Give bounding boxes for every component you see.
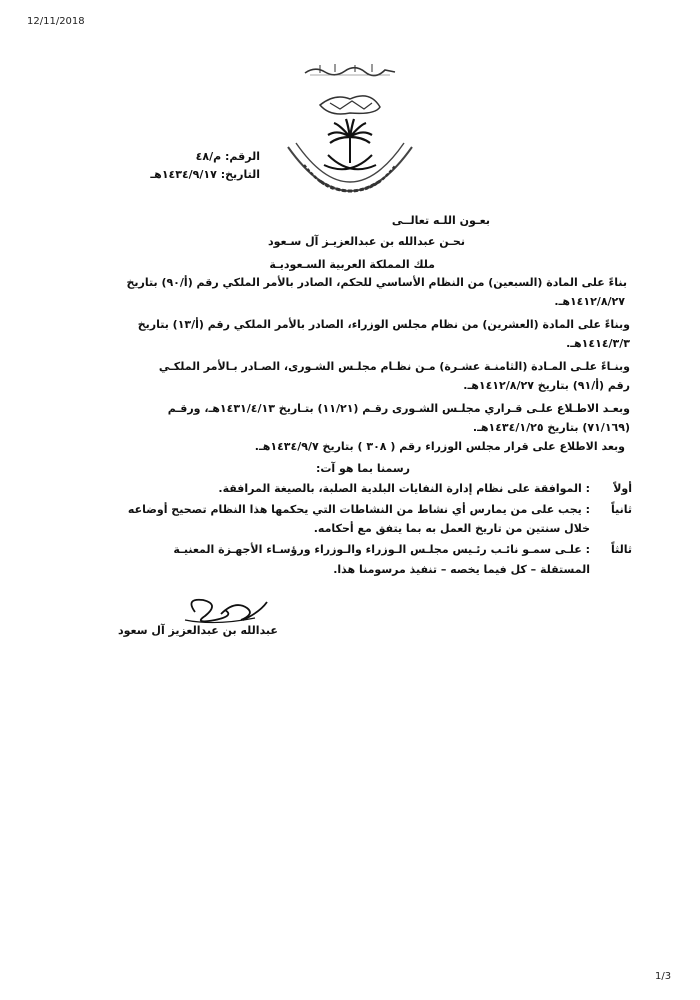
opening-invocation: بعـون اللـه تعالــى — [391, 214, 490, 227]
reference-number: الرقم: م/٤٨ — [195, 150, 260, 163]
preamble-4-line-1: وبعـد الاطـلاع علـى قـراري مجلـس الشـورى رقـم (١١/٢١) بتـاريخ ١٤٣١/٤/١٣هـ، ورقـم — [167, 402, 630, 415]
print-date: 12/11/2018 — [27, 16, 85, 27]
preamble-1-line-1: بناءً على المادة (السبعين) من النظام الأساسي للحكم، الصادر بالأمر الملكي رقم (أ/٩٠) بتاريخ — [126, 276, 627, 289]
letterhead — [0, 0, 700, 230]
decree-reference — [120, 148, 260, 184]
preamble-4-line-2: (٧١/١٦٩) بتاريخ ١٤٣٤/١/٢٥هـ. — [472, 421, 630, 434]
page-number: 1/3 — [655, 971, 672, 982]
item-2-line-1: : يجب على من يمارس أي نشاط من النشاطات التي يحكمها هذا النظام تصحيح أوضاعه — [127, 503, 590, 516]
preamble-3-line-2: رقم (أ/٩١) بتاريخ ١٤١٢/٨/٢٧هـ. — [463, 379, 630, 392]
palm-tree-icon — [328, 119, 372, 163]
item-3-line-1: : علـى سمـو نائـب رئـيس مجلـس الـوزراء والـوزراء ورؤسـاء الأجهـزة المعنيـة — [173, 543, 590, 556]
decree-phrase: رسمنا بما هو آت: — [315, 462, 410, 475]
preamble-3-line-1: وبنـاءً علـى المـادة (الثامنـة عشـرة) مـن نظـام مجلـس الشـورى، الصـادر بـالأمر الملكـي — [158, 360, 630, 373]
item-2-line-2: خلال سنتين من تاريخ العمل به بما يتفق مع أحكامه. — [313, 522, 590, 535]
preamble-5-line-1: وبعد الاطلاع على قرار مجلس الوزراء رقم ( ٣٠٨ ) بتاريخ ١٤٣٤/٩/٧هـ. — [254, 440, 625, 453]
item-2-label: ثانياً — [610, 503, 632, 516]
royal-emblem-seal — [280, 85, 420, 210]
basmala-calligraphy — [300, 60, 400, 80]
issuer-name: نحـن عبدالله بن عبدالعزيـز آل سـعود — [267, 235, 465, 248]
issuer-title: ملك المملكة العربية السـعوديـة — [269, 258, 435, 271]
preamble-1-line-2: ١٤١٢/٨/٢٧هـ. — [554, 295, 625, 308]
preamble-2-line-1: وبناءً على المادة (العشرين) من نظام مجلس الوزراء، الصادر بالأمر الملكي رقم (أ/١٣) بتاريخ — [137, 318, 630, 331]
item-1-label: أولاً — [613, 482, 632, 495]
item-1-line-1: : الموافقة على نظام إدارة النفايات البلدية الصلبة، بالصيغة المرافقة. — [218, 482, 590, 495]
item-3-line-2: المستقلة – كل فيما يخصه – تنفيذ مرسومنا هذا. — [333, 563, 590, 576]
item-3-label: ثالثاً — [610, 543, 632, 556]
decree-date: التاريخ: ١٤٣٤/٩/١٧هـ — [150, 168, 260, 181]
signatory-name: عبدالله بن عبدالعزيز آل سعود — [118, 624, 278, 637]
preamble-2-line-2: ١٤١٤/٣/٣هـ. — [566, 337, 630, 350]
